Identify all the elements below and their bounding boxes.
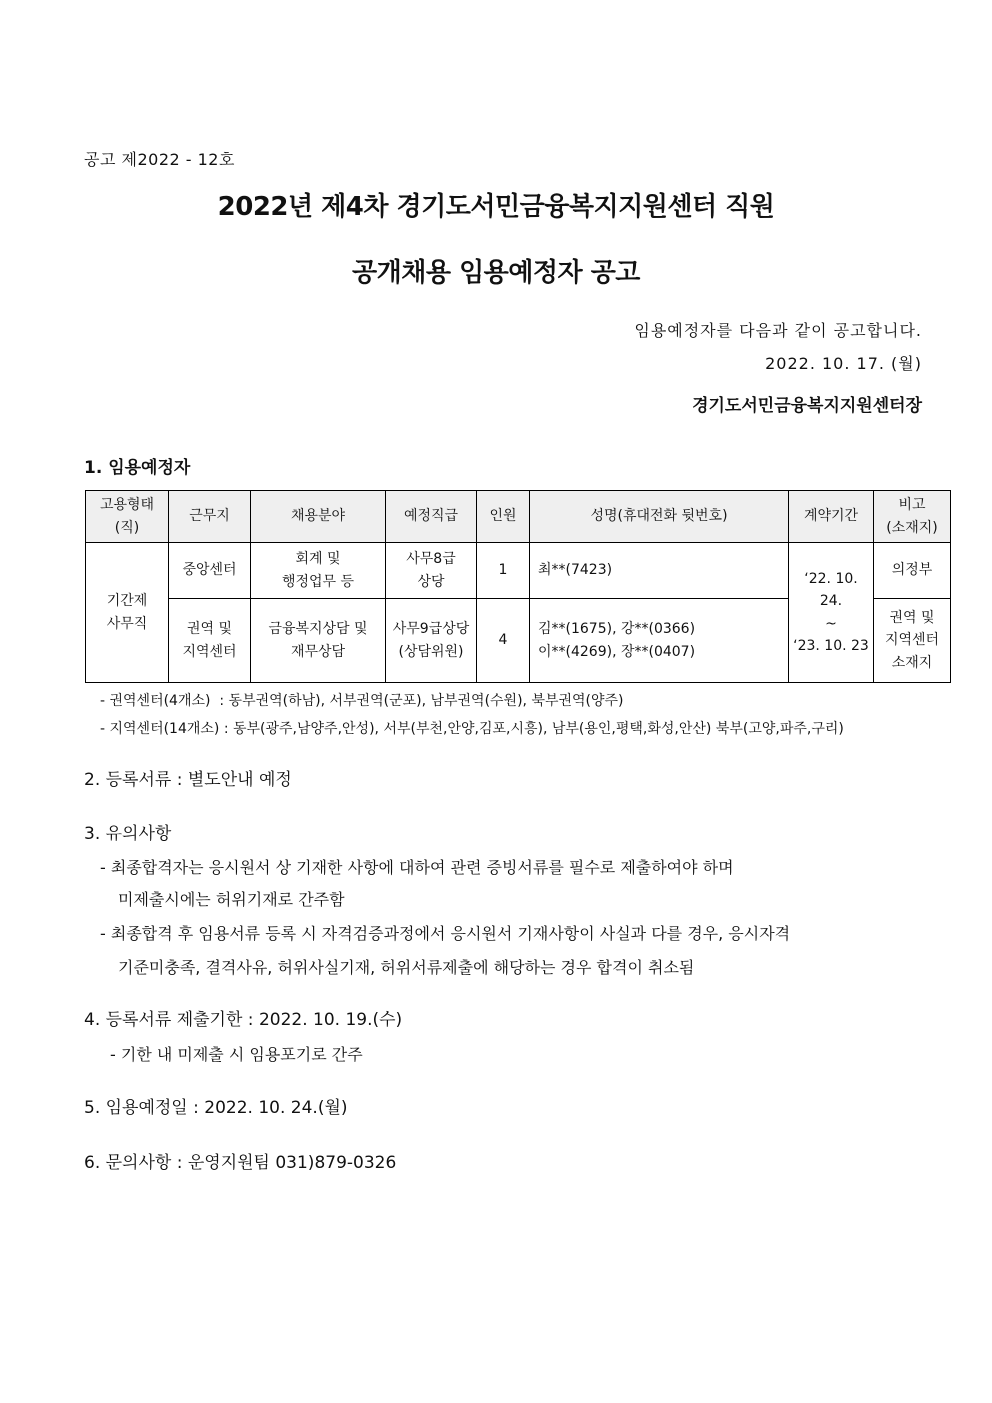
notice-number: 공고 제2022 - 12호 — [84, 150, 235, 169]
cell-line: 기간제 — [106, 593, 148, 610]
section3-heading: 3. 유의사항 — [84, 824, 172, 844]
notice-date: 2022. 10. 17. (월) — [765, 354, 922, 373]
cell-line: 사무직 — [106, 615, 148, 632]
cell-line: 4 — [498, 632, 508, 649]
cell-line: 성명(휴대전화 뒷번호) — [590, 508, 728, 525]
cell-line: ~ — [825, 615, 837, 632]
cell-line: 지역센터 — [884, 632, 940, 649]
cell-names — [530, 543, 789, 599]
cell-workplace — [169, 543, 251, 599]
caution-item-1-cont: 미제출시에는 허위기재로 간주함 — [118, 890, 345, 909]
section1-heading: 1. 임용예정자 — [84, 458, 191, 478]
cell-line: 상당 — [417, 573, 445, 590]
cell-line: ‘23. 10. 23 — [793, 637, 869, 654]
cell-grade — [386, 599, 477, 683]
page-title-line1: 2022년 제4차 경기도서민금융복지지원센터 직원 — [217, 192, 775, 222]
caution-item-2-cont: 기준미충족, 결격사유, 허위사실기재, 허위서류제출에 해당하는 경우 합격이 취소됨 — [118, 958, 695, 977]
cell-line: 권역 및 — [889, 609, 935, 626]
header-note — [874, 491, 951, 543]
cell-note — [874, 599, 951, 683]
cell-line: 채용분야 — [290, 508, 346, 525]
cell-line: 행정업무 등 — [281, 573, 355, 590]
cell-line: 재무상담 — [290, 643, 346, 660]
section2-heading: 2. 등록서류 : 별도안내 예정 — [84, 770, 292, 790]
cell-grade — [386, 543, 477, 599]
cell-line: 중앙센터 — [182, 562, 237, 579]
header-grade — [386, 491, 477, 543]
cell-line: 회계 및 — [295, 551, 341, 568]
cell-line: 권역 및 — [186, 621, 233, 638]
header-contract-period — [789, 491, 874, 543]
cell-line: 김**(1675), 강**(0366) — [538, 621, 696, 638]
intro-text: 임용예정자를 다음과 같이 공고합니다. — [634, 321, 922, 340]
appointee-table — [85, 490, 951, 683]
section6-heading: 6. 문의사항 : 운영지원팀 031)879-0326 — [84, 1153, 397, 1173]
cell-line: 의정부 — [891, 562, 933, 579]
cell-line: 사무9급상당 — [392, 621, 470, 638]
cell-line: 계약기간 — [803, 508, 859, 525]
cell-line: 1 — [498, 562, 508, 579]
section4-heading: 4. 등록서류 제출기한 : 2022. 10. 19.(수) — [84, 1010, 403, 1030]
cell-count — [477, 599, 530, 683]
cell-line: 사무8급 — [406, 551, 456, 568]
caution-item-1: - 최종합격자는 응시원서 상 기재한 사항에 대하여 관련 증빙서류를 필수로 제출하여야 하며 — [100, 858, 734, 877]
cell-line: (상담위원) — [398, 643, 464, 660]
issuer: 경기도서민금융복지지원센터장 — [692, 396, 922, 416]
cell-line: 금융복지상담 및 — [268, 621, 368, 638]
cell-line: 최**(7423) — [538, 562, 613, 579]
cell-line: 이**(4269), 장**(0407) — [538, 643, 696, 660]
local-center-note: - 지역센터(14개소) : 동부(광주,남양주,안성), 서부(부천,안양,김포,시흥), 남부(용인,평택,화성,안산) 북부(고양,파주,구리) — [100, 721, 844, 737]
header-names — [530, 491, 789, 543]
cell-count — [477, 543, 530, 599]
cell-line: 예정직급 — [403, 508, 459, 525]
cell-workplace — [169, 599, 251, 683]
header-workplace — [169, 491, 251, 543]
cell-employment-type — [86, 543, 169, 683]
cell-contract-period — [789, 543, 874, 683]
cell-line: (소재지) — [886, 519, 938, 536]
table-row — [86, 543, 951, 599]
header-employment-type — [86, 491, 169, 543]
cell-line: 소재지 — [891, 654, 933, 671]
header-field — [251, 491, 386, 543]
table-header-row — [86, 491, 951, 543]
cell-names — [530, 599, 789, 683]
cell-line: 지역센터 — [182, 643, 237, 660]
cell-line: 고용형태 — [99, 497, 155, 514]
cell-note — [874, 543, 951, 599]
caution-item-2: - 최종합격 후 임용서류 등록 시 자격검증과정에서 응시원서 기재사항이 사실과 다를 경우, 응시자격 — [100, 924, 791, 943]
cell-line: 인원 — [489, 508, 517, 525]
page-title-line2: 공개채용 임용예정자 공고 — [352, 258, 640, 288]
deadline-note: - 기한 내 미제출 시 임용포기로 간주 — [110, 1045, 363, 1064]
section5-heading: 5. 임용예정일 : 2022. 10. 24.(월) — [84, 1098, 348, 1118]
cell-line: 비고 — [898, 497, 926, 514]
cell-line: ‘22. 10. 24. — [804, 570, 858, 610]
cell-field — [251, 599, 386, 683]
cell-line: (직) — [114, 519, 140, 536]
header-count — [477, 491, 530, 543]
regional-center-note: - 권역센터(4개소) : 동부권역(하남), 서부권역(군포), 남부권역(수원), 북부권역(양주) — [100, 693, 624, 709]
cell-field — [251, 543, 386, 599]
cell-line: 근무지 — [189, 508, 230, 525]
